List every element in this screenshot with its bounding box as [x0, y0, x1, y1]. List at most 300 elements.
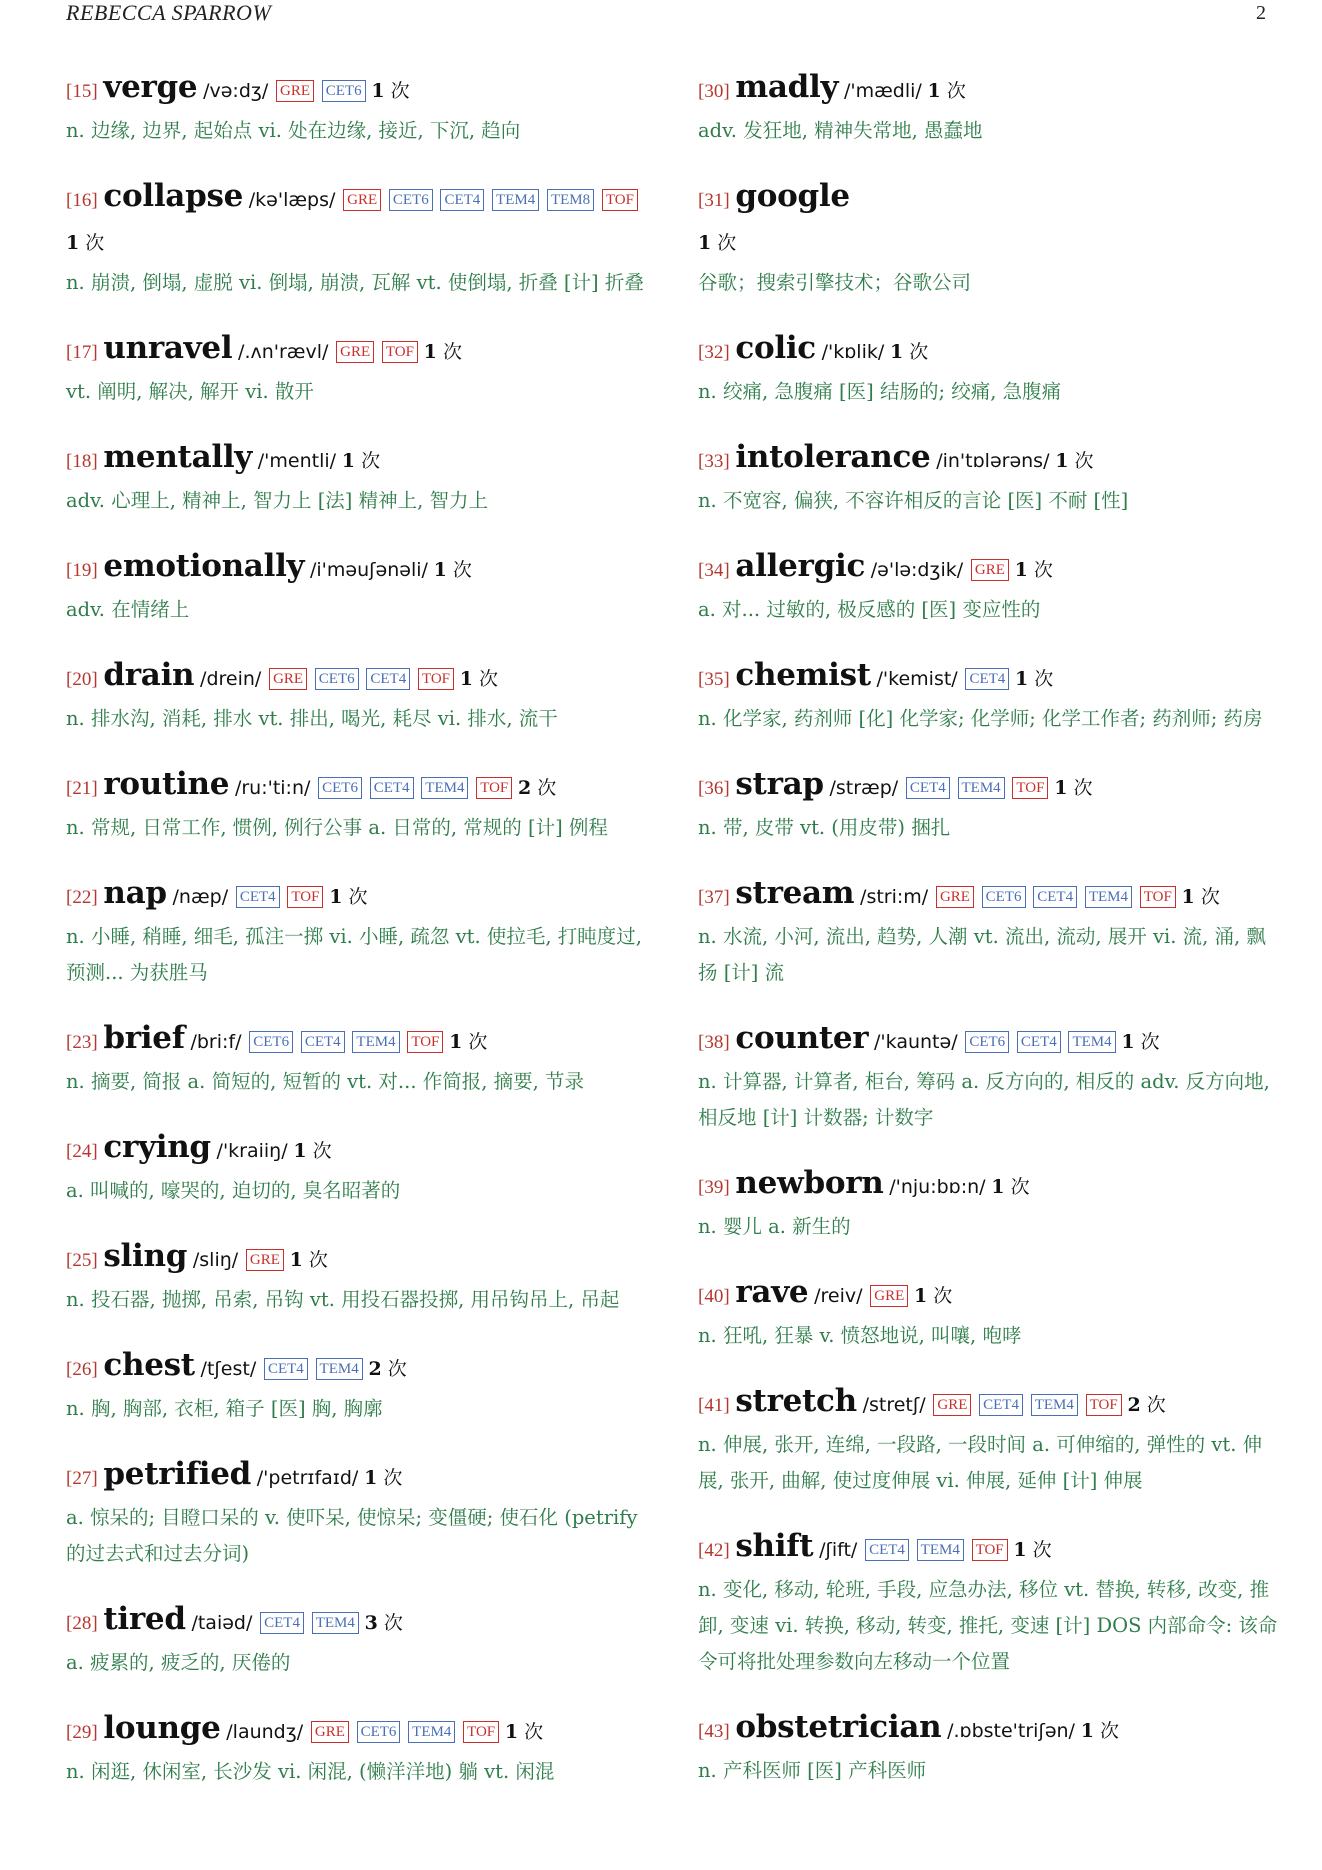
headword: collapse	[103, 178, 244, 214]
definition: n. 变化, 移动, 轮班, 手段, 应急办法, 移位 vt. 替换, 转移, 改变, 推卸, 变速 vi. 转换, 移动, 转变, 推托, 变速 [计] DOS 内部命令: 该命令可将批处理参数向左移动一个位置	[698, 1578, 1278, 1673]
entry-headline	[698, 763, 1278, 810]
exam-tag: TEM4	[958, 777, 1005, 799]
exam-tag: GRE	[971, 559, 1009, 581]
occurrence-count	[1182, 886, 1220, 908]
exam-tag: TOF	[1086, 1394, 1122, 1416]
vocab-entry	[66, 872, 646, 991]
exam-tag: GRE	[336, 341, 374, 363]
count-value: 1	[1015, 668, 1029, 690]
entry-headline	[698, 66, 1278, 113]
vocab-entry	[66, 1126, 646, 1209]
phonetic: /sliŋ/	[192, 1249, 239, 1271]
count-unit: 次	[383, 1467, 403, 1489]
headword: drain	[103, 657, 195, 693]
exam-tag: CET4	[1017, 1031, 1061, 1053]
exam-tag: TEM4	[312, 1612, 359, 1634]
count-unit: 次	[85, 232, 105, 254]
exam-tag: CET4	[965, 668, 1009, 690]
occurrence-count	[1054, 777, 1092, 799]
vocab-entry	[698, 327, 1278, 410]
exam-tag: CET4	[440, 189, 484, 211]
exam-tag: GRE	[311, 1721, 349, 1743]
vocab-entry	[698, 1380, 1278, 1499]
definition: n. 化学家, 药剂师 [化] 化学家; 化学师; 化学工作者; 药剂师; 药房	[698, 707, 1263, 730]
count-unit: 次	[442, 341, 462, 363]
entry-headline	[66, 1598, 646, 1645]
exam-tag: TOF	[602, 189, 638, 211]
headword: colic	[735, 330, 816, 366]
entry-headline	[66, 763, 646, 810]
entry-headline	[698, 1271, 1278, 1318]
entry-number: [36]	[698, 778, 730, 799]
count-unit: 次	[312, 1140, 332, 1162]
count-value: 1	[698, 232, 712, 254]
headword: crying	[103, 1129, 211, 1165]
count-value: 1	[364, 1467, 378, 1489]
definition: a. 对... 过敏的, 极反感的 [医] 变应性的	[698, 598, 1041, 621]
phonetic: /in'tɒlərəns/	[936, 450, 1050, 472]
definition: n. 崩溃, 倒塌, 虚脱 vi. 倒塌, 崩溃, 瓦解 vt. 使倒塌, 折叠 [计] 折叠	[66, 271, 644, 294]
occurrence-count	[449, 1031, 487, 1053]
count-value: 1	[1014, 559, 1028, 581]
headword: shift	[735, 1528, 814, 1564]
occurrence-count	[928, 80, 966, 102]
headword: nap	[103, 875, 167, 911]
occurrence-count	[1127, 1394, 1165, 1416]
count-value: 1	[66, 232, 80, 254]
count-unit: 次	[361, 450, 381, 472]
count-unit: 次	[468, 1031, 488, 1053]
entry-number: [30]	[698, 81, 730, 102]
entry-number: [27]	[66, 1468, 98, 1489]
count-value: 1	[1013, 1539, 1027, 1561]
definition: adv. 发狂地, 精神失常地, 愚蠢地	[698, 119, 983, 142]
definition: n. 摘要, 简报 a. 简短的, 短暂的 vt. 对... 作简报, 摘要, 节录	[66, 1070, 585, 1093]
definition: adv. 心理上, 精神上, 智力上 [法] 精神上, 智力上	[66, 489, 489, 512]
entry-headline	[698, 1162, 1278, 1209]
exam-tag: CET4	[236, 886, 280, 908]
count-unit: 次	[383, 1612, 403, 1634]
count-value: 1	[329, 886, 343, 908]
count-value: 1	[913, 1285, 928, 1307]
entry-number: [35]	[698, 669, 730, 690]
exam-tag: GRE	[246, 1249, 284, 1271]
occurrence-count	[460, 668, 498, 690]
definition: vt. 阐明, 解决, 解开 vi. 散开	[66, 380, 314, 403]
occurrence-count	[1015, 668, 1053, 690]
vocab-entry	[66, 1598, 646, 1681]
count-value: 1	[371, 80, 385, 102]
entry-number: [31]	[698, 190, 730, 211]
entry-number: [20]	[66, 669, 98, 690]
occurrence-count	[991, 1176, 1029, 1198]
definition: n. 不宽容, 偏狭, 不容许相反的言论 [医] 不耐 [性]	[698, 489, 1129, 512]
occurrence-count	[66, 232, 104, 254]
phonetic: /i'məuʃənəli/	[310, 559, 428, 581]
count-value: 1	[890, 341, 904, 363]
entry-number: [18]	[66, 451, 98, 472]
entry-number: [38]	[698, 1032, 730, 1053]
exam-tag: CET6	[982, 886, 1026, 908]
entry-headline	[698, 327, 1278, 374]
occurrence-count	[365, 1612, 403, 1634]
definition: n. 边缘, 边界, 起始点 vi. 处在边缘, 接近, 下沉, 趋向	[66, 119, 521, 142]
occurrence-count	[890, 341, 928, 363]
count-value: 1	[1055, 450, 1069, 472]
phonetic: /stræp/	[829, 777, 899, 799]
vocab-entry	[66, 327, 646, 410]
occurrence-count	[368, 1358, 406, 1380]
entry-headline	[66, 327, 646, 374]
definition: n. 绞痛, 急腹痛 [医] 结肠的; 绞痛, 急腹痛	[698, 380, 1062, 403]
entry-number: [22]	[66, 887, 98, 908]
count-value: 1	[927, 80, 941, 102]
count-value: 1	[423, 341, 437, 363]
headword: verge	[103, 69, 198, 105]
count-unit: 次	[1099, 1720, 1119, 1742]
count-value: 1	[1080, 1720, 1094, 1742]
exam-tag: TOF	[418, 668, 454, 690]
vocab-entry	[698, 175, 1278, 301]
occurrence-count	[505, 1721, 543, 1743]
headword: tired	[103, 1601, 186, 1637]
entry-headline	[698, 1525, 1278, 1572]
definition: n. 小睡, 稍睡, 细毛, 孤注一掷 vi. 小睡, 疏忽 vt. 使拉毛, 打盹度过, 预测... 为获胜马	[66, 925, 642, 984]
entry-headline	[66, 1126, 646, 1173]
count-value: 1	[341, 450, 356, 472]
definition: n. 伸展, 张开, 连绵, 一段路, 一段时间 a. 可伸缩的, 弹性的 vt. 伸展, 张开, 曲解, 使过度伸展 vi. 伸展, 延伸 [计] 伸展	[698, 1433, 1263, 1492]
entry-number: [25]	[66, 1250, 98, 1271]
exam-tag: CET6	[965, 1031, 1009, 1053]
exam-tag: GRE	[343, 189, 381, 211]
phonetic: /'kɒlik/	[821, 341, 885, 363]
headword: allergic	[735, 548, 866, 584]
count-unit: 次	[1146, 1394, 1166, 1416]
phonetic: /drein/	[200, 668, 262, 690]
exam-tag: CET6	[249, 1031, 293, 1053]
count-unit: 次	[479, 668, 499, 690]
entry-number: [29]	[66, 1722, 98, 1743]
phonetic: /taiəd/	[191, 1612, 253, 1634]
exam-tag: CET4	[264, 1358, 308, 1380]
count-unit: 次	[1200, 886, 1220, 908]
definition: n. 婴儿 a. 新生的	[698, 1215, 851, 1238]
phonetic: /'kemist/	[876, 668, 958, 690]
definition: n. 狂吼, 狂暴 v. 愤怒地说, 叫嚷, 咆哮	[698, 1324, 1022, 1347]
count-unit: 次	[1010, 1176, 1030, 1198]
count-unit: 次	[524, 1721, 544, 1743]
count-unit: 次	[1140, 1031, 1160, 1053]
exam-tag: TOF	[476, 777, 512, 799]
exam-tag: TEM4	[1031, 1394, 1078, 1416]
count-unit: 次	[1033, 559, 1053, 581]
headword: brief	[103, 1020, 185, 1056]
exam-tag: CET4	[865, 1539, 909, 1561]
vocab-entry	[66, 66, 646, 149]
vocab-entry	[698, 872, 1278, 991]
exam-tag: TOF	[1012, 777, 1048, 799]
entry-headline	[66, 1453, 646, 1500]
phonetic: /næp/	[172, 886, 229, 908]
vocab-entry	[66, 1235, 646, 1318]
definition: adv. 在情绪上	[66, 598, 190, 621]
count-value: 1	[1121, 1031, 1135, 1053]
count-value: 1	[459, 668, 473, 690]
exam-tag: TOF	[407, 1031, 443, 1053]
entry-number: [28]	[66, 1613, 98, 1634]
phonetic: /kə'læps/	[248, 189, 336, 211]
exam-tag: TOF	[287, 886, 323, 908]
count-value: 1	[991, 1176, 1005, 1198]
count-value: 2	[1127, 1394, 1141, 1416]
count-value: 1	[433, 559, 447, 581]
definition: n. 胸, 胸部, 衣柜, 箱子 [医] 胸, 胸廓	[66, 1397, 383, 1420]
entry-number: [43]	[698, 1721, 730, 1742]
right-column	[698, 66, 1278, 1815]
headword: google	[735, 178, 850, 214]
occurrence-count	[434, 559, 472, 581]
entry-headline	[66, 654, 646, 701]
headword: stretch	[735, 1383, 857, 1419]
count-unit: 次	[348, 886, 368, 908]
occurrence-count	[1013, 1539, 1051, 1561]
occurrence-count	[293, 1140, 331, 1162]
headword: chemist	[735, 657, 871, 693]
exam-tag: CET4	[260, 1612, 304, 1634]
headword: routine	[103, 766, 230, 802]
entry-headline	[66, 1017, 646, 1064]
definition: a. 惊呆的; 目瞪口呆的 v. 使吓呆, 使惊呆; 变僵硬; 使石化 (petrify 的过去式和过去分词)	[66, 1506, 638, 1565]
entry-number: [41]	[698, 1395, 730, 1416]
count-unit: 次	[308, 1249, 328, 1271]
entry-number: [33]	[698, 451, 730, 472]
entry-number: [40]	[698, 1286, 730, 1307]
vocab-entry	[66, 654, 646, 737]
entry-number: [23]	[66, 1032, 98, 1053]
entry-number: [34]	[698, 560, 730, 581]
count-value: 1	[1054, 777, 1068, 799]
phonetic: /'kraiiŋ/	[216, 1140, 288, 1162]
occurrence-count	[518, 777, 556, 799]
definition: a. 疲累的, 疲乏的, 厌倦的	[66, 1651, 291, 1674]
entry-headline	[698, 1017, 1278, 1064]
vocab-entry	[698, 1525, 1278, 1680]
vocab-entry	[698, 763, 1278, 846]
exam-tag: TEM4	[316, 1358, 363, 1380]
entry-headline	[66, 1235, 646, 1282]
vocab-entry	[66, 763, 646, 846]
phonetic: /stri:m/	[860, 886, 929, 908]
entry-headline	[66, 436, 646, 483]
exam-tag: TEM4	[421, 777, 468, 799]
vocab-entry	[66, 436, 646, 519]
exam-tag: TOF	[463, 1721, 499, 1743]
count-unit: 次	[452, 559, 472, 581]
vocab-entry	[698, 436, 1278, 519]
exam-tag: GRE	[936, 886, 974, 908]
phonetic: /laundʒ/	[226, 1721, 304, 1743]
headword: strap	[735, 766, 824, 802]
exam-tag: TEM8	[547, 189, 594, 211]
count-value: 2	[368, 1358, 382, 1380]
count-unit: 次	[717, 232, 737, 254]
phonetic: /'mædli/	[843, 80, 922, 102]
vocab-entry	[66, 1707, 646, 1790]
exam-tag: TEM4	[1068, 1031, 1115, 1053]
entry-number: [32]	[698, 342, 730, 363]
exam-tag: CET4	[370, 777, 414, 799]
phonetic: /bri:f/	[190, 1031, 242, 1053]
phonetic: /'kauntə/	[874, 1031, 958, 1053]
entry-number: [26]	[66, 1359, 98, 1380]
vocab-entry	[698, 1017, 1278, 1136]
exam-tag: TEM4	[352, 1031, 399, 1053]
exam-tag: CET4	[1033, 886, 1077, 908]
definition: n. 带, 皮带 vt. (用皮带) 捆扎	[698, 816, 951, 839]
vocab-entry	[66, 1453, 646, 1572]
definition: n. 产科医师 [医] 产科医师	[698, 1759, 927, 1782]
entry-number: [19]	[66, 560, 98, 581]
phonetic: /'nju:bɒ:n/	[889, 1176, 986, 1198]
entry-number: [21]	[66, 778, 98, 799]
vocab-entry	[66, 545, 646, 628]
occurrence-count	[329, 886, 367, 908]
entry-headline	[66, 175, 646, 265]
running-head: REBECCA SPARROW	[66, 0, 272, 25]
entry-number: [39]	[698, 1177, 730, 1198]
occurrence-count	[290, 1249, 328, 1271]
headword: petrified	[103, 1456, 252, 1492]
entry-headline	[66, 1344, 646, 1391]
definition: n. 排水沟, 消耗, 排水 vt. 排出, 喝光, 耗尽 vi. 排水, 流干	[66, 707, 558, 730]
count-unit: 次	[387, 1358, 407, 1380]
entry-headline	[66, 545, 646, 592]
exam-tag: GRE	[276, 80, 314, 102]
exam-tag: TEM4	[408, 1721, 455, 1743]
page-number: 2	[1256, 2, 1266, 24]
entry-number: [15]	[66, 81, 98, 102]
entry-headline	[698, 1706, 1278, 1753]
exam-tag: TEM4	[1085, 886, 1132, 908]
headword: counter	[735, 1020, 869, 1056]
headword: emotionally	[103, 548, 305, 584]
headword: obstetrician	[735, 1709, 942, 1745]
phonetic: /'petrɪfaɪd/	[256, 1467, 359, 1489]
phonetic: /stretʃ/	[862, 1394, 926, 1416]
count-value: 1	[289, 1249, 303, 1271]
headword: unravel	[103, 330, 233, 366]
vocab-entry	[698, 654, 1278, 737]
exam-tag: CET4	[906, 777, 950, 799]
occurrence-count	[698, 232, 736, 254]
definition: n. 计算器, 计算者, 柜台, 筹码 a. 反方向的, 相反的 adv. 反方向地, 相反地 [计] 计数器; 计数字	[698, 1070, 1270, 1129]
definition: n. 投石器, 抛掷, 吊索, 吊钩 vt. 用投石器投掷, 用吊钩吊上, 吊起	[66, 1288, 620, 1311]
occurrence-count	[1055, 450, 1093, 472]
vocab-entry	[698, 66, 1278, 149]
entry-headline	[698, 436, 1278, 483]
entry-headline	[698, 872, 1278, 919]
count-unit: 次	[537, 777, 557, 799]
count-unit: 次	[909, 341, 929, 363]
exam-tag: GRE	[269, 668, 307, 690]
exam-tag: CET6	[322, 80, 366, 102]
headword: sling	[103, 1238, 188, 1274]
entry-headline	[698, 175, 1278, 265]
exam-tag: CET6	[318, 777, 362, 799]
exam-tag: CET6	[357, 1721, 401, 1743]
exam-tag: CET4	[366, 668, 410, 690]
phonetic: /və:dʒ/	[203, 80, 269, 102]
vocab-entry	[698, 1706, 1278, 1789]
entry-headline	[698, 1380, 1278, 1427]
headword: stream	[735, 875, 855, 911]
count-unit: 次	[946, 80, 966, 102]
entry-number: [37]	[698, 887, 730, 908]
headword: intolerance	[735, 439, 931, 475]
exam-tag: TOF	[1140, 886, 1176, 908]
phonetic: /tʃest/	[200, 1358, 257, 1380]
left-column	[66, 66, 646, 1816]
definition: n. 水流, 小河, 流出, 趋势, 人潮 vt. 流出, 流动, 展开 vi. 流, 涌, 飘扬 [计] 流	[698, 925, 1266, 984]
exam-tag: GRE	[870, 1285, 908, 1307]
exam-tag: GRE	[933, 1394, 971, 1416]
vocab-entry	[66, 1017, 646, 1100]
entry-number: [16]	[66, 190, 98, 211]
count-value: 1	[293, 1140, 307, 1162]
exam-tag: CET6	[389, 189, 433, 211]
exam-tag: TOF	[972, 1539, 1008, 1561]
occurrence-count	[1121, 1031, 1159, 1053]
phonetic: /reiv/	[814, 1285, 863, 1307]
headword: newborn	[735, 1165, 884, 1201]
headword: lounge	[103, 1710, 221, 1746]
phonetic: /.ɒbste'triʃən/	[947, 1720, 1075, 1742]
exam-tag: TOF	[382, 341, 418, 363]
vocab-entry	[66, 175, 646, 301]
count-value: 1	[504, 1721, 519, 1743]
phonetic: /.ʌn'rævl/	[238, 341, 329, 363]
count-value: 1	[1181, 886, 1195, 908]
entry-headline	[698, 654, 1278, 701]
entry-number: [24]	[66, 1141, 98, 1162]
entry-headline	[66, 66, 646, 113]
entry-headline	[66, 1707, 646, 1754]
exam-tag: CET6	[315, 668, 359, 690]
count-unit: 次	[1073, 777, 1093, 799]
exam-tag: TEM4	[917, 1539, 964, 1561]
phonetic: /'mentli/	[257, 450, 337, 472]
count-unit: 次	[1032, 1539, 1052, 1561]
count-unit: 次	[933, 1285, 953, 1307]
count-value: 2	[518, 777, 532, 799]
occurrence-count	[1015, 559, 1053, 581]
headword: mentally	[103, 439, 253, 475]
headword: madly	[735, 69, 839, 105]
entry-headline	[698, 545, 1278, 592]
definition: 谷歌；搜索引擎技术；谷歌公司	[698, 271, 972, 294]
vocab-entry	[698, 1271, 1278, 1354]
occurrence-count	[1081, 1720, 1119, 1742]
entry-number: [42]	[698, 1540, 730, 1561]
occurrence-count	[914, 1285, 952, 1307]
headword: chest	[103, 1347, 195, 1383]
occurrence-count	[424, 341, 462, 363]
vocab-entry	[698, 1162, 1278, 1245]
phonetic: /ʃift/	[819, 1539, 858, 1561]
count-unit: 次	[1034, 668, 1054, 690]
phonetic: /ru:'ti:n/	[234, 777, 311, 799]
occurrence-count	[364, 1467, 402, 1489]
